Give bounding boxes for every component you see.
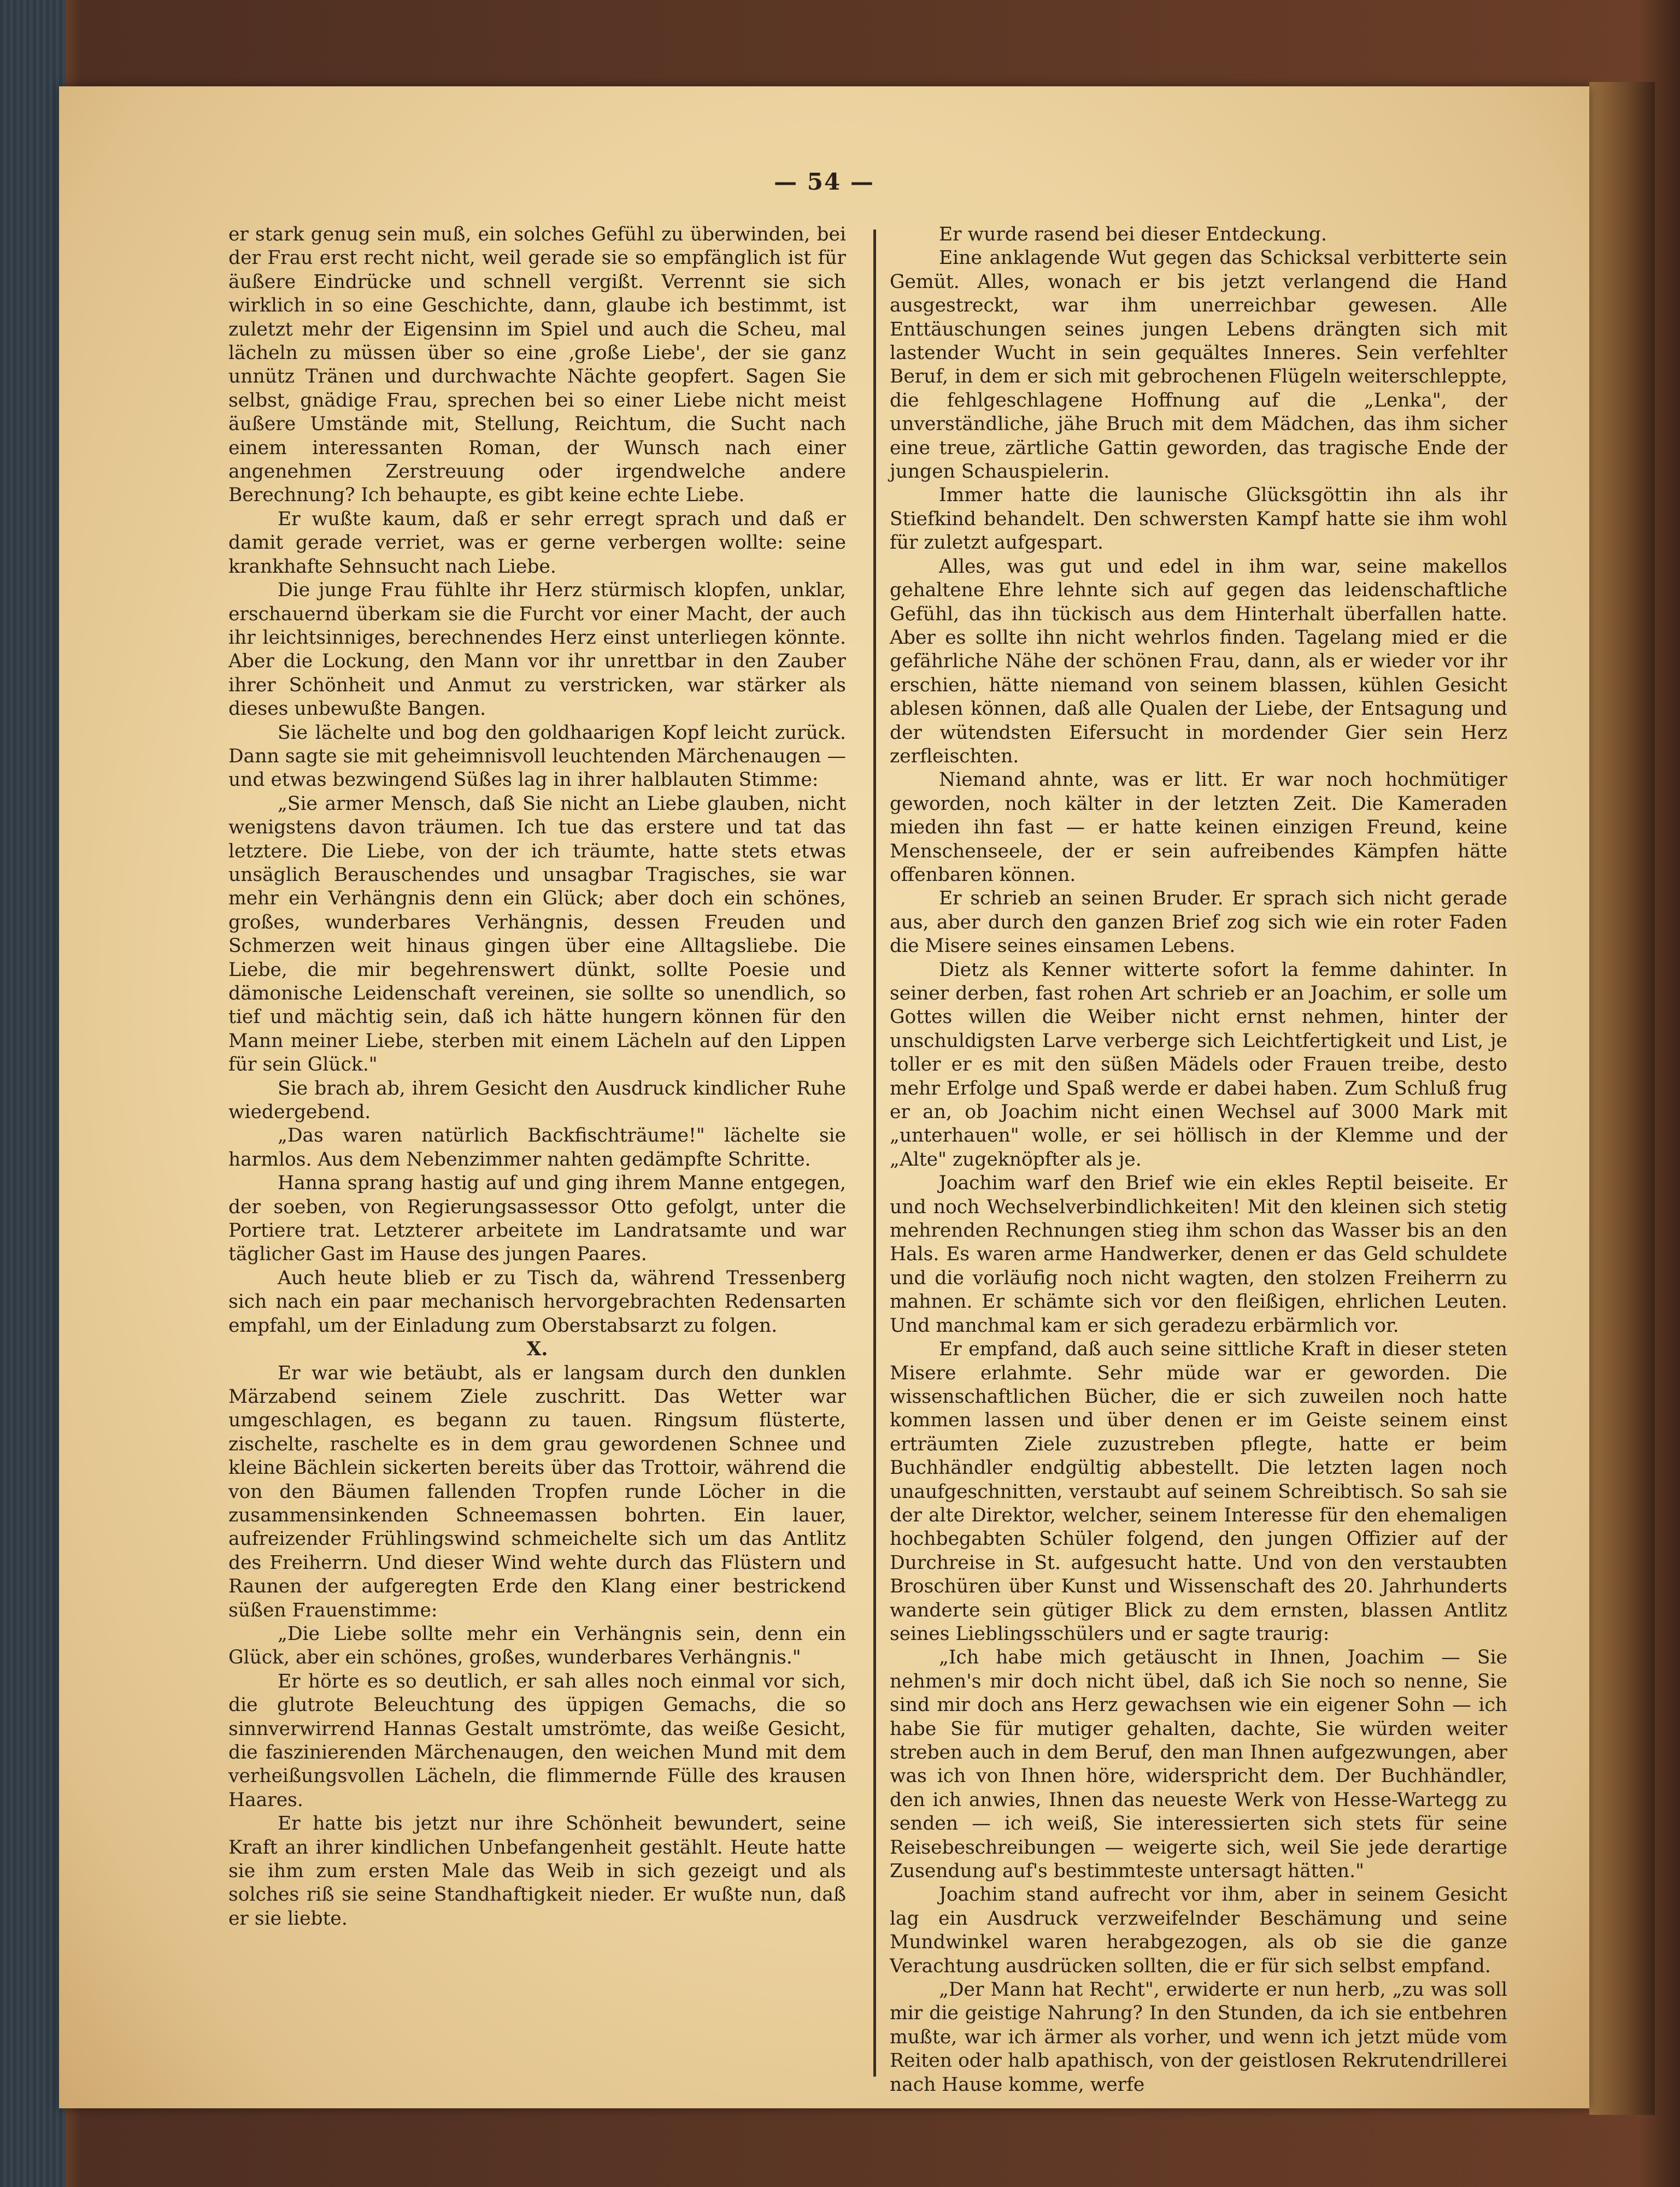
column-divider-rule: [873, 230, 876, 2077]
paragraph: Er schrieb an seinen Bruder. Er sprach sich nicht gerade aus, aber durch den ganzen Brief zog sich wie ein roter Faden die Misere seines einsamen Lebens.: [890, 887, 1507, 957]
paragraph: Sie lächelte und bog den goldhaarigen Kopf leicht zurück. Dann sagte sie mit geheimnisvoll leuchtenden Märchenaugen — und etwas bezwingend Süßes lag in ihrer halblauten Stimme:: [228, 721, 846, 791]
paragraph: Er wurde rasend bei dieser Entdeckung.: [939, 224, 1327, 245]
paragraph: Er war wie betäubt, als er langsam durch den dunklen Märzabend seinem Ziele zuschritt. Das Wetter war umgeschlagen, es begann zu tauen. Ringsum flüsterte, zischelte, raschelte es in dem grau gewordenen Schnee und kleine Bächlein sickerten bereits über das Trottoir, während die von den Bäumen fallenden Tropfen runde Löcher in die zusammensinkenden Schneemassen bohrten. Ein lauer, aufreizender Frühlingswind schmeichelte sich um das Antlitz des Freiherrn. Und dieser Wind wehte durch das Flüstern und Raunen der aufgeregten Erde den Klang einer bestrickend süßen Frauenstimme:: [228, 1362, 846, 1621]
paragraph: „Ich habe mich getäuscht in Ihnen, Joachim — Sie nehmen's mir doch nicht übel, daß ich Sie noch so nenne, Sie sind mir doch ans Herz gewachsen wie ein eigener Sohn — ich habe Sie für mutiger gehalten, dachte, Sie würden weiter streben auch in dem Beruf, den man Ihnen aufgezwungen, aber was ich von Ihnen höre, widerspricht dem. Der Buchhändler, den ich anwies, Ihnen das neueste Werk von Hesse-Wartegg zu senden — ich weiß, Sie interessierten sich stets für seine Reisebeschreibungen — weigerte sich, weil Sie jede derartige Zusendung auf's bestimmteste untersagt hätten.": [890, 1647, 1507, 1883]
page-number: — 54 —: [774, 168, 874, 195]
cover-board-edge: [0, 0, 66, 2187]
left-text-column: [228, 223, 846, 1931]
paragraph: Er hörte es so deutlich, er sah alles noch einmal vor sich, die glutrote Beleuchtung des üppigen Gemachs, die so sinnverwirrend Hannas Gestalt umströmte, das weiße Gesicht, die faszinierenden Märchenaugen, den weichen Mund mit dem verheißungsvollen Lächeln, die flimmernde Fülle des krausen Haares.: [228, 1670, 846, 1811]
paragraph: Joachim warf den Brief wie ein ekles Reptil beiseite. Er und noch Wechselverbindlichkeiten! Mit den kleinen sich stetig mehrenden Rechnungen stieg ihm schon das Wasser bis an den Hals. Es waren arme Handwerker, denen er das Geld schuldete und die vorläufig noch nicht wagten, den stolzen Freiherrn zu mahnen. Er schämte sich vor den fleißigen, ehrlichen Leuten. Und manchmal kam er sich geradezu erbärmlich vor.: [890, 1172, 1507, 1337]
paragraph: Er hatte bis jetzt nur ihre Schönheit bewundert, seine Kraft an ihrer kindlichen Unbefangenheit gestählt. Heute hatte sie ihm zum ersten Male das Weib in sich gezeigt und als solches riß sie seine Standhaftigkeit nieder. Er wußte nun, daß er sie liebte.: [228, 1813, 846, 1930]
paragraph: „Der Mann hat Recht", erwiderte er nun herb, „zu was soll mir die geistige Nahrung? In den Stunden, da ich sie entbehren mußte, war ich ärmer als vorher, und wenn ich jetzt müde vom Reiten oder halb apathisch, von der geistlosen Rekrutendrillerei nach Hause komme, werfe: [890, 1979, 1507, 2096]
paragraph: Niemand ahnte, was er litt. Er war noch hochmütiger geworden, noch kälter in der letzten Zeit. Die Kameraden mieden ihn fast — er hatte keinen einzigen Freund, keine Menschenseele, der er sein aufreibendes Kämpfen hätte offenbaren können.: [890, 769, 1507, 886]
paragraph: Sie brach ab, ihrem Gesicht den Ausdruck kindlicher Ruhe wiedergebend.: [228, 1077, 846, 1124]
paragraph: Joachim stand aufrecht vor ihm, aber in seinem Gesicht lag ein Ausdruck verzweifelnder Beschämung und seine Mundwinkel waren herabgezogen, als ob sie die ganze Verachtung ausdrücken sollten, die er für sich selbst empfand.: [890, 1884, 1507, 1977]
paragraph: Die junge Frau fühlte ihr Herz stürmisch klopfen, unklar, erschauernd überkam sie die Furcht vor einer Macht, der auch ihr leichtsinniges, berechnendes Herz einst unterliegen könnte. Aber die Lockung, den Mann vor ihr unrettbar in den Zauber ihrer Schönheit und Anmut zu verstricken, war stärker als dieses unbewußte Bangen.: [228, 579, 846, 720]
paragraph: Er empfand, daß auch seine sittliche Kraft in dieser steten Misere erlahmte. Sehr müde war er geworden. Die wissenschaftlichen Bücher, die er sich zuweilen noch hatte kommen lassen und über denen er im Geiste seinem einst erträumten Ziele zuzustreben pflegte, hatte er beim Buchhändler endgültig abbestellt. Die letzten lagen noch unaufgeschnitten, verstaubt auf seinem Schreibtisch. So sah sie der alte Direktor, welcher, seinem Interesse für den ehemaligen hochbegabten Schüler folgend, den jungen Offizier auf der Durchreise in St. aufgesucht hatte. Und von den verstaubten Broschüren über Kunst und Wissenschaft des 20. Jahrhunderts wanderte sein gütiger Blick zu dem ernsten, blassen Antlitz seines Lieblingsschülers und er sagte traurig:: [890, 1338, 1507, 1645]
book-page: [59, 86, 1589, 2108]
paragraph: Dietz als Kenner witterte sofort la femme dahinter. In seiner derben, fast rohen Art schrieb er an Joachim, er solle um Gottes willen die Weiber nicht ernst nehmen, hinter der unschuldigsten Larve verberge sich Leichtfertigkeit und List, je toller er es mit den süßen Mädels oder Frauen treibe, desto mehr Erfolge und Spaß werde er dabei haben. Zum Schluß frug er an, ob Joachim nicht einen Wechsel auf 3000 Mark mit „unterhauen" wolle, er sei höllisch in der Klemme und der „Alte" zugeknöpfter als je.: [890, 959, 1507, 1171]
paragraph: Immer hatte die launische Glücksgöttin ihn als ihr Stiefkind behandelt. Den schwersten Kampf hatte sie ihm wohl für zuletzt aufgespart.: [890, 484, 1507, 554]
paragraph: Er wußte kaum, daß er sehr erregt sprach und daß er damit gerade verriet, was er gerne verbergen wollte: seine krankhafte Sehnsucht nach Liebe.: [228, 508, 846, 578]
paragraph: Auch heute blieb er zu Tisch da, während Tressenberg sich nach ein paar mechanisch hervorgebrachten Redensarten empfahl, um der Einladung zum Oberstabsarzt zu folgen.: [228, 1267, 846, 1337]
facing-page-edge: [1589, 82, 1655, 2115]
paragraph: „Sie armer Mensch, daß Sie nicht an Liebe glauben, nicht wenigstens davon träumen. Ich tue das erstere und tat das letztere. Die Liebe, von der ich träumte, hatte stets etwas unsäglich Berauschendes und unsagbar Tragisches, sie war mehr ein Verhängnis denn ein Glück; aber doch ein schönes, großes, wunderbares Verhängnis, dessen Freuden und Schmerzen weit hinaus gingen über eine Alltagsliebe. Die Liebe, die mir begehrenswert dünkt, sollte Poesie und dämonische Leidenschaft vereinen, sie sollte so unendlich, so tief und mächtig sein, daß ich hätte hungern können für den Mann meiner Liebe, sterben mit einem Lächeln auf den Lippen für sein Glück.": [228, 792, 846, 1076]
chapter-heading: X.: [526, 1338, 548, 1361]
paragraph: Hanna sprang hastig auf und ging ihrem Manne entgegen, der soeben, von Regierungsassessor Otto gefolgt, unter die Portiere trat. Letzterer arbeitete im Landratsamte und war täglicher Gast im Hause des jungen Paares.: [228, 1172, 846, 1266]
paragraph: er stark genug sein muß, ein solches Gefühl zu überwinden, bei der Frau erst recht nicht, weil gerade sie so empfänglich ist für äußere Eindrücke und schnell vergißt. Verrennt sie sich wirklich in so eine Geschichte, dann, glaube ich bestimmt, ist zuletzt mehr der Eigensinn im Spiel und auch die Scheu, mal lächeln zu müssen über so eine ‚große Liebe', der sie ganz unnütz Tränen und durchwachte Nächte geopfert. Sagen Sie selbst, gnädige Frau, sprechen bei so einer Liebe nicht meist äußere Umstände mit, Stellung, Reichtum, die Sucht nach einem interessanten Roman, der Wunsch nach einer angenehmen Zerstreuung oder irgendwelche andere Berechnung? Ich behaupte, es gibt keine echte Liebe.: [228, 224, 846, 507]
right-text-column: [890, 223, 1507, 2097]
paragraph: Eine anklagende Wut gegen das Schicksal verbitterte sein Gemüt. Alles, wonach er bis jetzt verlangend die Hand ausgestreckt, war ihm unerreichbar gewesen. Alle Enttäuschungen seines jungen Lebens drängten sich mit lastender Wucht in sein gequältes Inneres. Sein verfehlter Beruf, in dem er sich mit gebrochenen Flügeln weiterschleppte, die fehlgeschlagene Hoffnung auf die „Lenka", der unverständliche, jähe Bruch mit dem Mädchen, das ihm sicher eine treue, zärtliche Gattin geworden, das tragische Ende der jungen Schauspielerin.: [890, 247, 1507, 483]
paragraph: „Das waren natürlich Backfischträume!" lächelte sie harmlos. Aus dem Nebenzimmer nahten gedämpfte Schritte.: [228, 1125, 846, 1171]
paragraph: Alles, was gut und edel in ihm war, seine makellos gehaltene Ehre lehnte sich auf gegen das leidenschaftliche Gefühl, das ihn tückisch aus dem Hinterhalt überfallen hatte. Aber es sollte ihn nicht wehrlos finden. Tagelang mied er die gefährliche Nähe der schönen Frau, dann, als er wieder vor ihr erschien, hätte niemand von seinem blassen, kühlen Gesicht ablesen können, daß alle Qualen der Liebe, der Entsagung und der wütendsten Eifersucht in mordender Gier sein Herz zerfleischten.: [890, 555, 1507, 767]
paragraph: „Die Liebe sollte mehr ein Verhängnis sein, denn ein Glück, aber ein schönes, großes, wunderbares Verhängnis.": [228, 1622, 846, 1669]
